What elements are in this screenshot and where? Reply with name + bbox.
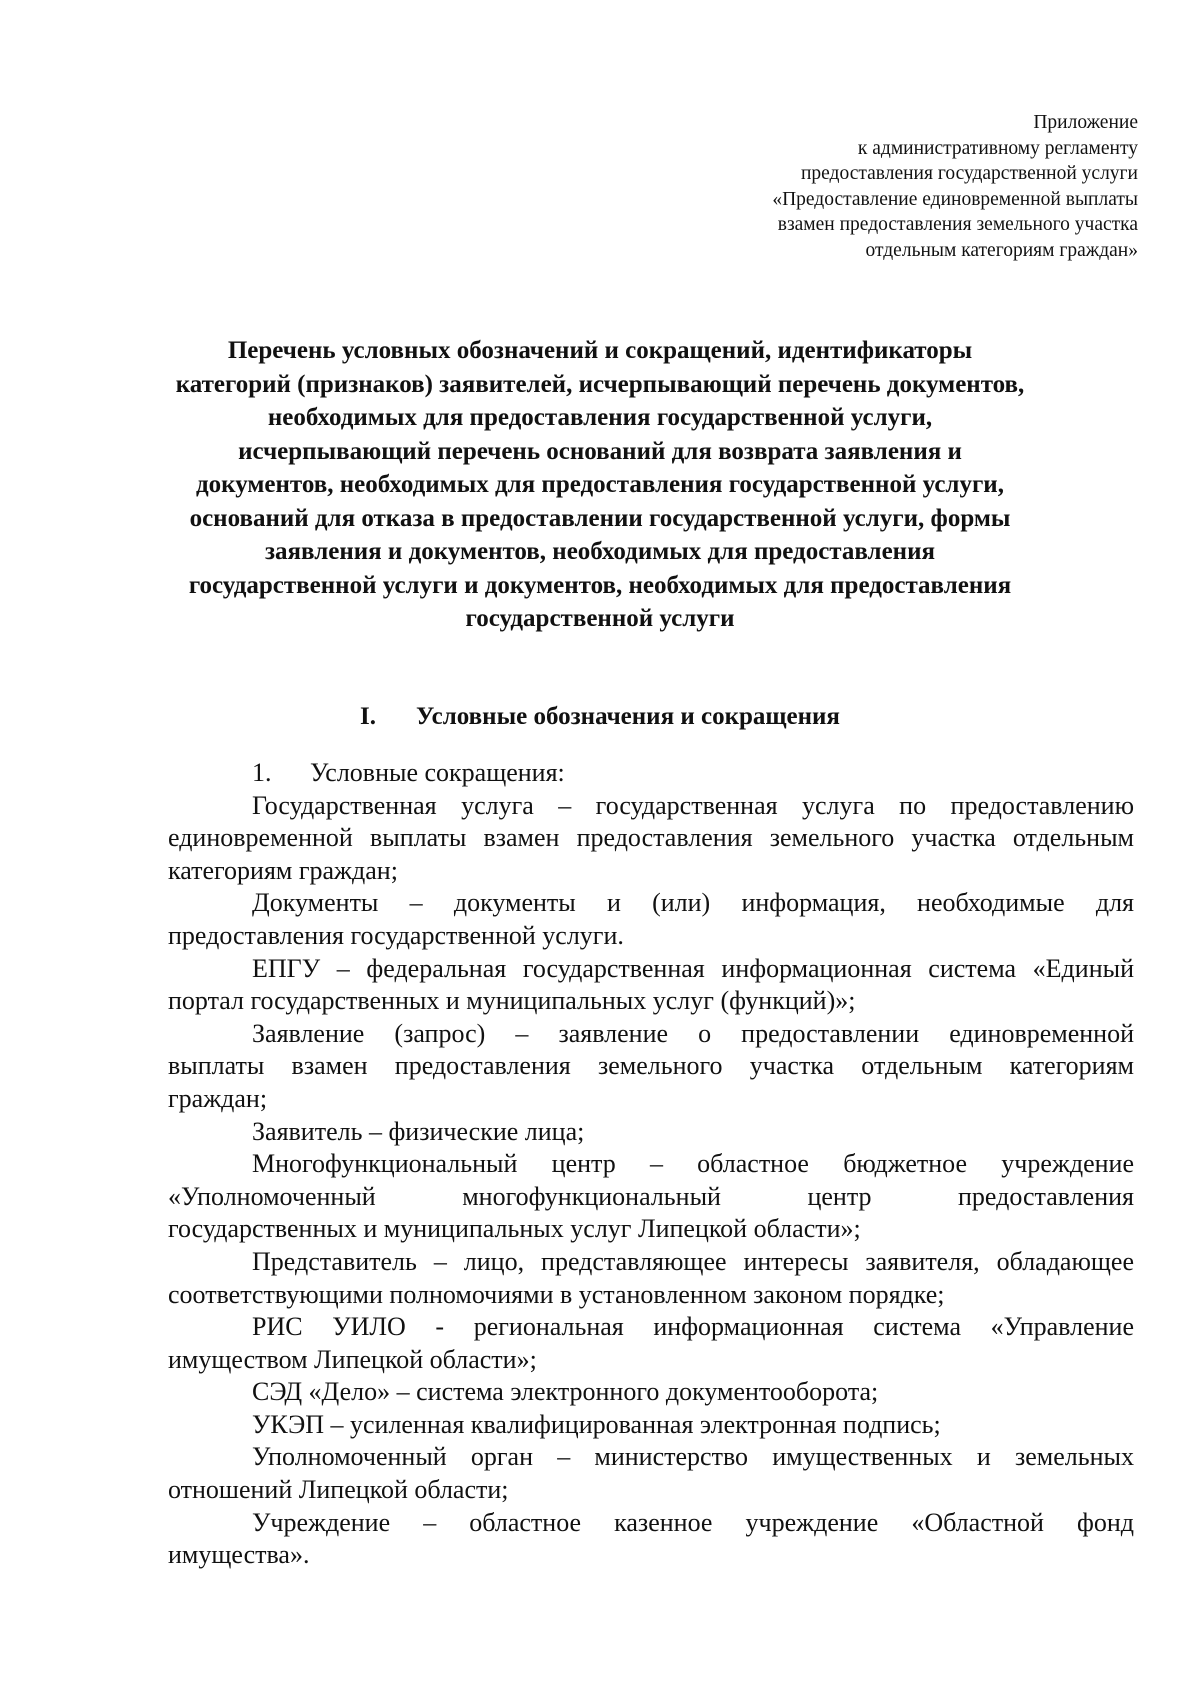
text-line: государственных и муниципальных услуг Липецкой области»; [168,1214,861,1244]
section-number: I. [360,703,377,730]
text-line: Многофункциональный центр – областное бюджетное учреждение [252,1149,1134,1179]
text-line: Учреждение – областное казенное учреждение «Областной фонд [252,1507,1134,1537]
text-line: СЭД «Дело» – система электронного документооборота; [252,1377,879,1407]
text-line: соответствующими полномочиями в установленном законом порядке; [168,1279,945,1309]
text-line: Заявление (запрос) – заявление о предоставлении единовременной [252,1018,1134,1048]
text-line: выплаты взамен предоставления земельного участка отдельным категориям [168,1051,1134,1081]
appendix-header-line: Приложение [1033,112,1138,133]
document-title-line: необходимых для предоставления государственной услуги, [267,404,933,431]
document-title-line: заявления и документов, необходимых для предоставления [264,538,936,565]
text-line: ЕПГУ – федеральная государственная информационная система «Единый [252,953,1134,983]
appendix-header [618,110,1138,263]
document-title-line: государственной услуги и документов, необходимых для предоставления [188,571,1012,599]
text-line: Государственная услуга – государственная услуга по предоставлению [252,790,1134,820]
document-title-line: оснований для отказа в предоставлении государственной услуги, формы [189,504,1011,532]
appendix-header-line: предоставления государственной услуги [800,163,1138,184]
text-line: имуществом Липецкой области»; [168,1344,537,1374]
text-line: Документы – документы и (или) информация, необходимые для [252,888,1134,918]
abbreviations-list [168,757,1134,1572]
list-item-number: 1. [252,758,272,787]
list-item-heading [168,757,1134,790]
document-title-line: Перечень условных обозначений и сокращений, идентификаторы [227,337,973,364]
section-heading [0,700,1200,734]
text-line: имущества». [168,1540,310,1570]
section-title: Условные обозначения и сокращения [416,703,840,730]
appendix-header-line: «Предоставление единовременной выплаты [772,188,1138,210]
text-line: Уполномоченный орган – министерство имущественных и земельных [252,1442,1134,1472]
document-title-line: документов, необходимых для предоставления государственной услуги, [196,471,1004,498]
document-title-line: государственной услуги [465,605,735,632]
text-line: категориям граждан; [168,855,398,885]
appendix-header-line: к административному регламенту [857,137,1138,159]
document-title [70,334,1130,636]
text-line: портал государственных и муниципальных услуг (функций)»; [168,986,856,1016]
appendix-header-line: отдельным категориям граждан» [865,239,1138,261]
text-line: «Уполномоченный многофункциональный центр предоставления [168,1181,1134,1211]
list-item-label: Условные сокращения: [310,758,565,787]
appendix-header-line: взамен предоставления земельного участка [777,214,1138,235]
text-line: предоставления государственной услуги. [168,920,624,950]
document-title-line: исчерпывающий перечень оснований для возврата заявления и [238,437,962,465]
text-line: УКЭП – усиленная квалифицированная электронная подпись; [252,1409,941,1439]
text-line: граждан; [168,1083,268,1113]
text-line: РИС УИЛО - региональная информационная система «Управление [252,1312,1134,1342]
text-line: Заявитель – физические лица; [252,1116,585,1146]
document-title-line: категорий (признаков) заявителей, исчерпывающий перечень документов, [175,370,1025,398]
text-line: Представитель – лицо, представляющее интересы заявителя, обладающее [252,1246,1134,1276]
text-line: отношений Липецкой области; [168,1475,509,1505]
text-line: единовременной выплаты взамен предоставления земельного участка отдельным [168,823,1134,853]
